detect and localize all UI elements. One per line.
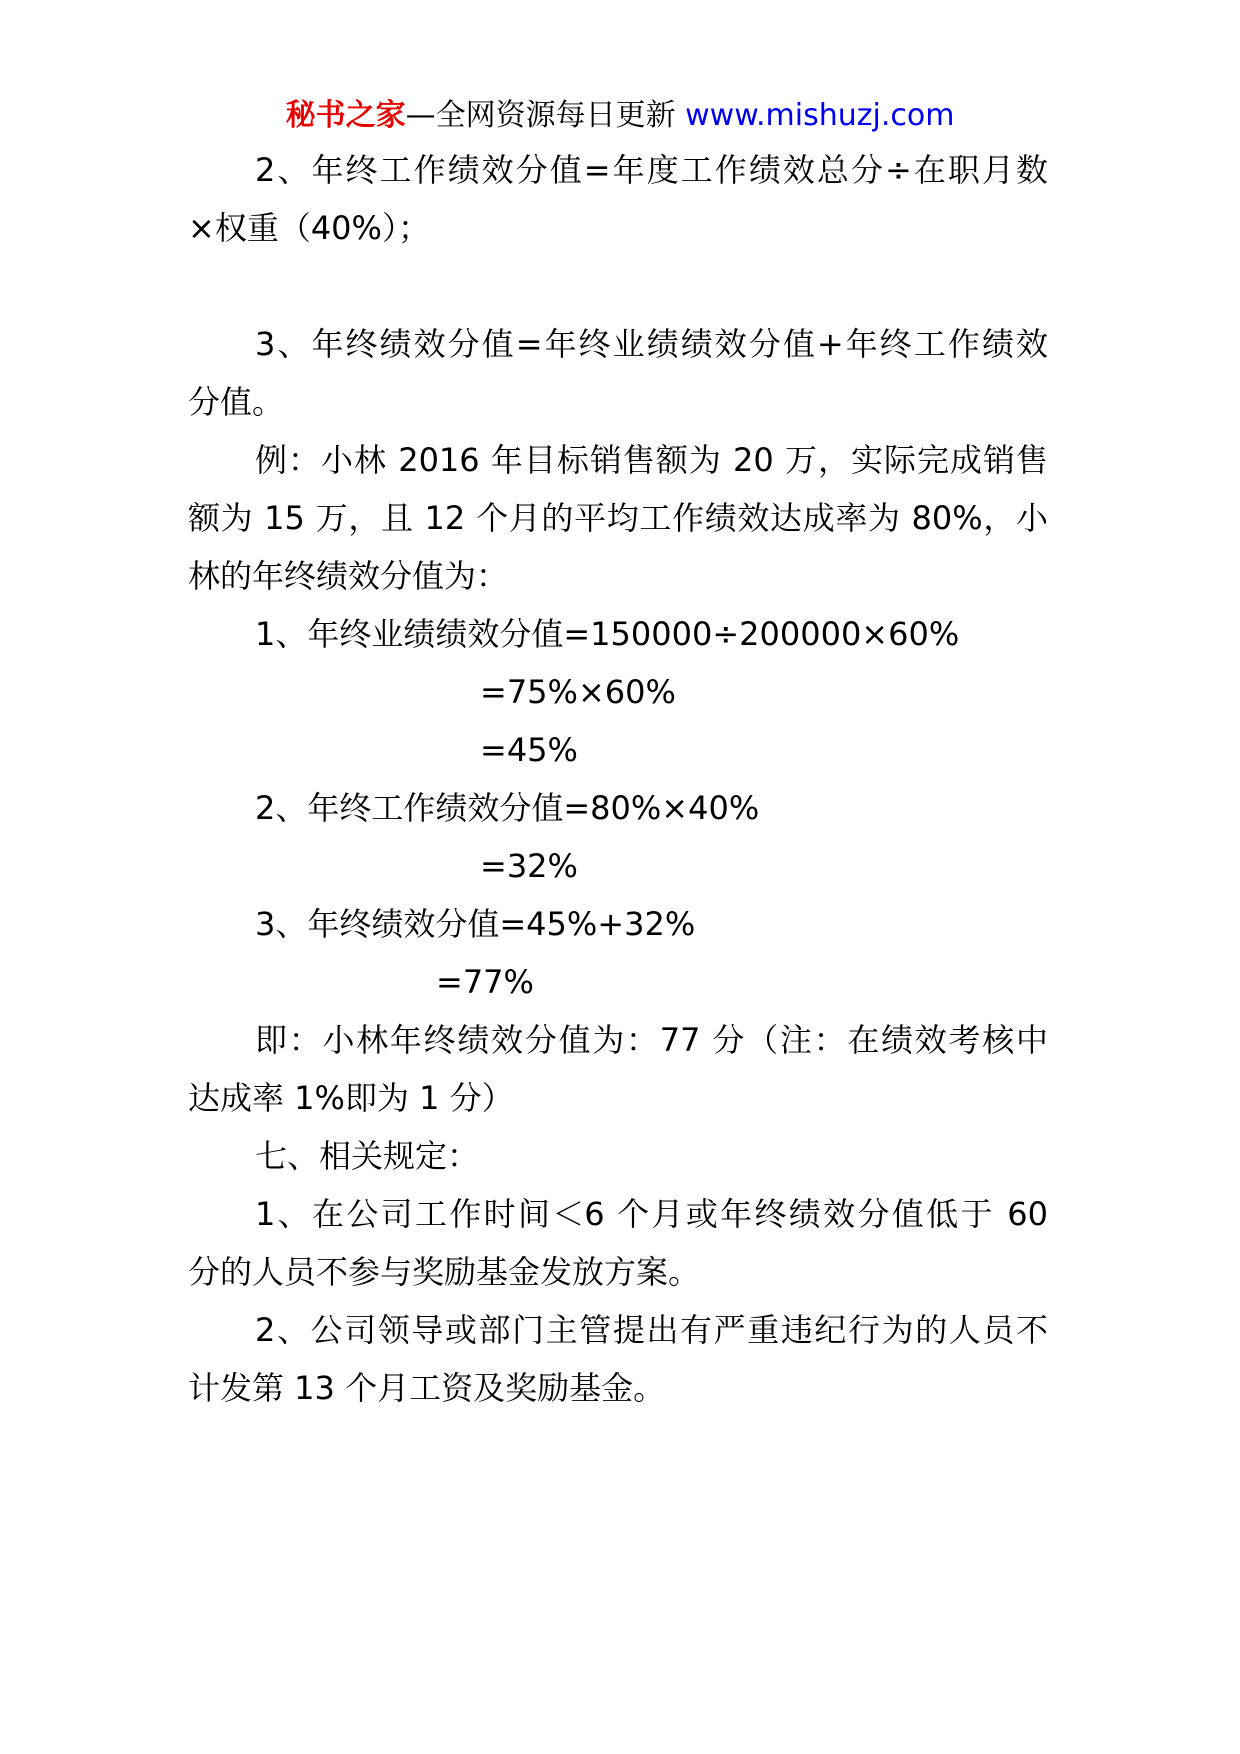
paragraph-line: 分值。 [188,383,285,421]
section-heading: 七、相关规定： [255,1137,480,1175]
calculation-line: 2、年终工作绩效分值=80%×40% [255,789,760,827]
website-link[interactable]: www.mishuzj.com [685,98,955,133]
paragraph-line: 计发第 13 个月工资及奖励基金。 [188,1369,666,1407]
brand-name: 秘书之家 [285,98,406,133]
paragraph-line: 2、公司领导或部门主管提出有严重违纪行为的人员不 [255,1311,1048,1349]
paragraph-line: ×权重（40%）； [188,209,430,247]
paragraph-line: 3、年终绩效分值=年终业绩绩效分值+年终工作绩效 [255,325,1048,363]
calculation-line: 1、年终业绩绩效分值=150000÷200000×60% [255,615,960,653]
paragraph-line: 额为 15 万，且 12 个月的平均工作绩效达成率为 80%，小 [188,499,1048,537]
calculation-line: 3、年终绩效分值=45%+32% [255,905,696,943]
paragraph-line: 即：小林年终绩效分值为：77 分（注：在绩效考核中 [255,1021,1048,1059]
page-header [0,96,1240,136]
paragraph-line: 林的年终绩效分值为： [188,557,509,595]
paragraph-line: 分的人员不参与奖励基金发放方案。 [188,1253,701,1291]
calculation-line: =45% [480,731,578,769]
paragraph-line: 1、在公司工作时间＜6 个月或年终绩效分值低于 60 [255,1195,1048,1233]
calculation-line: =75%×60% [480,673,676,711]
paragraph-line: 2、年终工作绩效分值=年度工作绩效总分÷在职月数 [255,151,1048,189]
calculation-line: =32% [480,847,578,885]
paragraph-line: 达成率 1%即为 1 分） [188,1079,514,1117]
paragraph-line: 例：小林 2016 年目标销售额为 20 万，实际完成销售 [255,441,1048,479]
calculation-line: =77% [436,963,534,1001]
header-tagline: —全网资源每日更新 [405,98,686,133]
